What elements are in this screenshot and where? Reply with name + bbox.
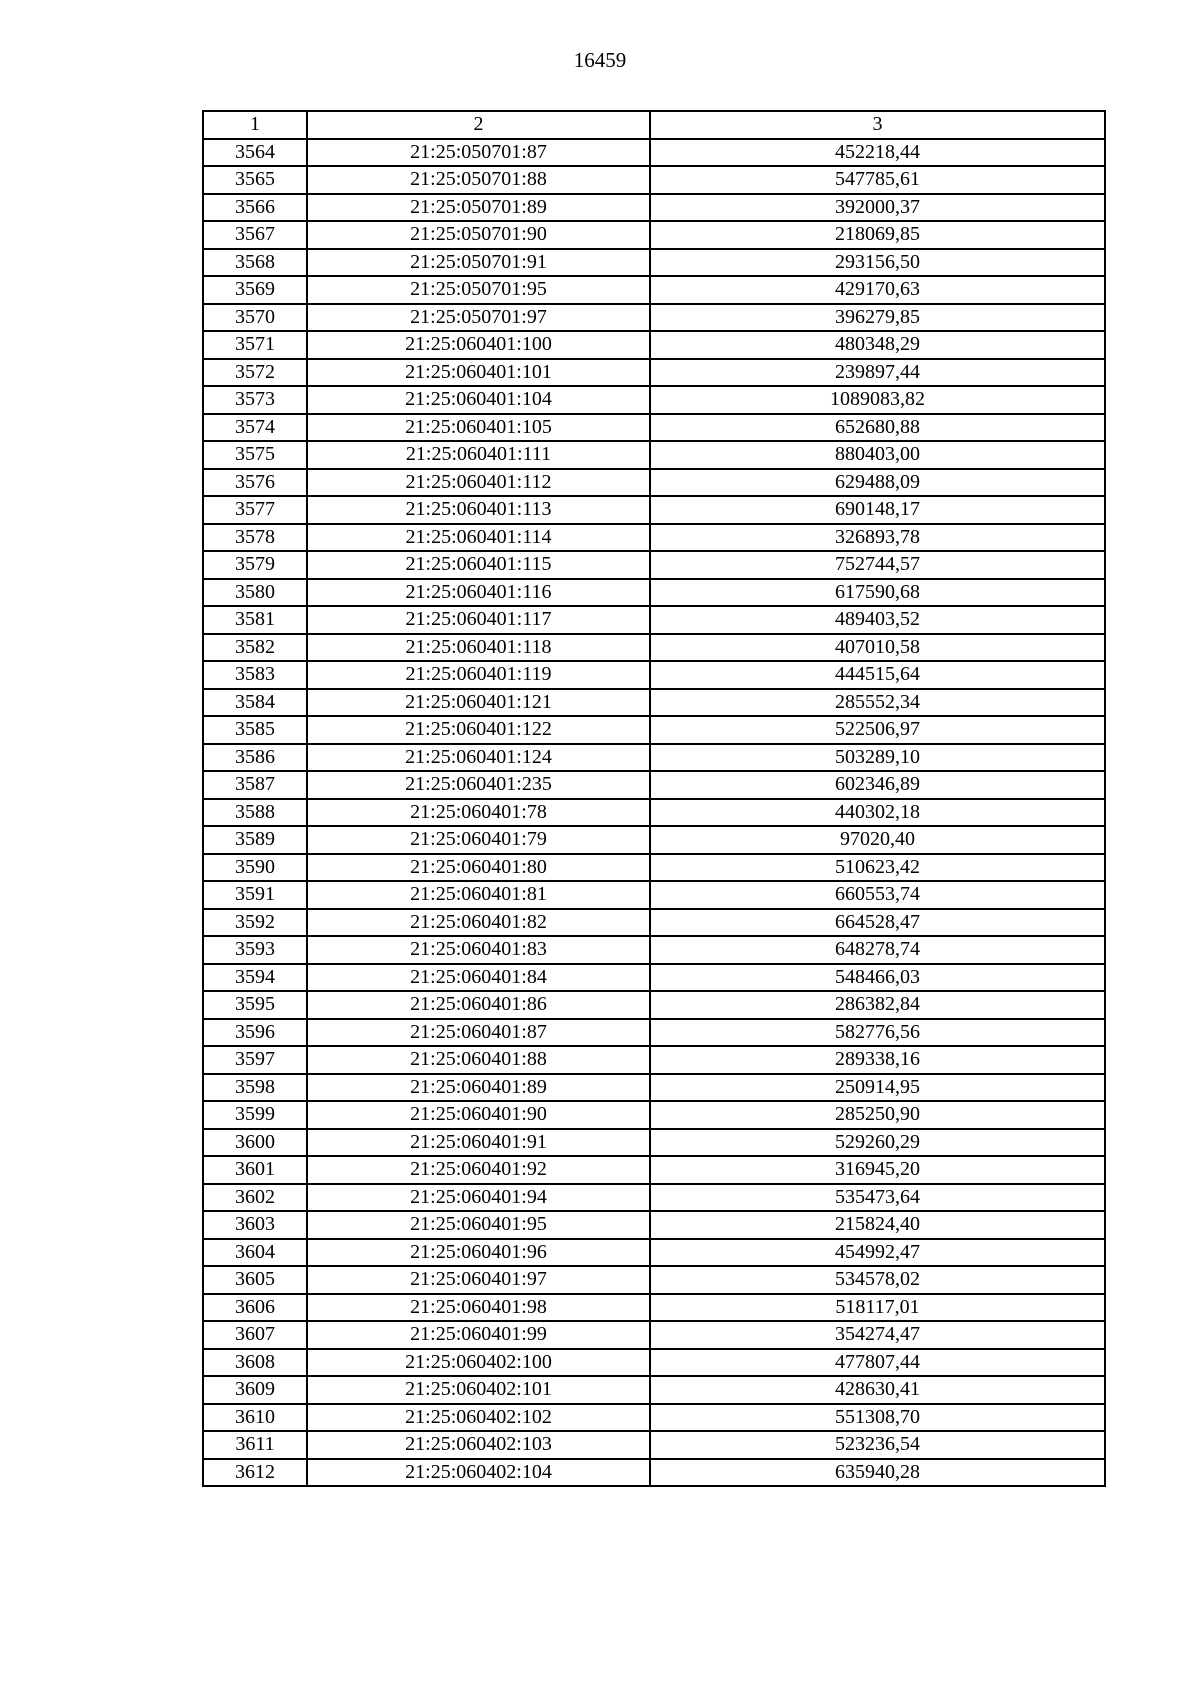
value-cell: 286382,84	[650, 991, 1105, 1019]
table-row	[203, 771, 1105, 799]
value-cell: 518117,01	[650, 1294, 1105, 1322]
cadastral-number-cell: 21:25:060401:100	[307, 331, 650, 359]
table-body	[203, 139, 1105, 1487]
table-row	[203, 1459, 1105, 1487]
table-row	[203, 964, 1105, 992]
value-cell: 354274,47	[650, 1321, 1105, 1349]
row-number-cell: 3570	[203, 304, 307, 332]
cadastral-number-cell: 21:25:060401:87	[307, 1019, 650, 1047]
value-cell: 522506,97	[650, 716, 1105, 744]
cadastral-number-cell: 21:25:060401:89	[307, 1074, 650, 1102]
row-number-cell: 3581	[203, 606, 307, 634]
value-cell: 503289,10	[650, 744, 1105, 772]
row-number-cell: 3584	[203, 689, 307, 717]
value-cell: 316945,20	[650, 1156, 1105, 1184]
value-cell: 285250,90	[650, 1101, 1105, 1129]
table-row	[203, 1129, 1105, 1157]
row-number-cell: 3591	[203, 881, 307, 909]
table-row	[203, 1376, 1105, 1404]
cadastral-number-cell: 21:25:060401:81	[307, 881, 650, 909]
value-cell: 326893,78	[650, 524, 1105, 552]
page-number: 16459	[573, 48, 627, 72]
cadastral-number-cell: 21:25:060401:101	[307, 359, 650, 387]
row-number-cell: 3571	[203, 331, 307, 359]
row-number-cell: 3575	[203, 441, 307, 469]
cadastral-number-cell: 21:25:060401:97	[307, 1266, 650, 1294]
row-number-cell: 3588	[203, 799, 307, 827]
cadastral-number-cell: 21:25:060401:116	[307, 579, 650, 607]
cadastral-number-cell: 21:25:050701:91	[307, 249, 650, 277]
value-cell: 547785,61	[650, 166, 1105, 194]
row-number-cell: 3569	[203, 276, 307, 304]
table-row	[203, 221, 1105, 249]
cadastral-number-cell: 21:25:050701:97	[307, 304, 650, 332]
cadastral-number-cell: 21:25:060401:113	[307, 496, 650, 524]
row-number-cell: 3608	[203, 1349, 307, 1377]
row-number-cell: 3593	[203, 936, 307, 964]
row-number-cell: 3567	[203, 221, 307, 249]
value-cell: 429170,63	[650, 276, 1105, 304]
value-cell: 551308,70	[650, 1404, 1105, 1432]
value-cell: 480348,29	[650, 331, 1105, 359]
column-header-2: 2	[307, 111, 650, 139]
row-number-cell: 3606	[203, 1294, 307, 1322]
value-cell: 510623,42	[650, 854, 1105, 882]
value-cell: 880403,00	[650, 441, 1105, 469]
data-table	[202, 110, 1106, 1487]
value-cell: 648278,74	[650, 936, 1105, 964]
table-row	[203, 1211, 1105, 1239]
row-number-cell: 3602	[203, 1184, 307, 1212]
table-row	[203, 194, 1105, 222]
table-row	[203, 1294, 1105, 1322]
cadastral-number-cell: 21:25:060401:90	[307, 1101, 650, 1129]
row-number-cell: 3596	[203, 1019, 307, 1047]
cadastral-number-cell: 21:25:060402:102	[307, 1404, 650, 1432]
table-row	[203, 744, 1105, 772]
value-cell: 523236,54	[650, 1431, 1105, 1459]
cadastral-number-cell: 21:25:060401:98	[307, 1294, 650, 1322]
cadastral-number-cell: 21:25:060401:115	[307, 551, 650, 579]
cadastral-number-cell: 21:25:060401:235	[307, 771, 650, 799]
table-row	[203, 854, 1105, 882]
cadastral-number-cell: 21:25:060401:79	[307, 826, 650, 854]
table-row	[203, 276, 1105, 304]
cadastral-number-cell: 21:25:060402:103	[307, 1431, 650, 1459]
table-row	[203, 1046, 1105, 1074]
cadastral-number-cell: 21:25:050701:90	[307, 221, 650, 249]
value-cell: 489403,52	[650, 606, 1105, 634]
table-row	[203, 1266, 1105, 1294]
value-cell: 660553,74	[650, 881, 1105, 909]
table-row	[203, 1184, 1105, 1212]
header-row	[203, 111, 1105, 139]
value-cell: 629488,09	[650, 469, 1105, 497]
table-row	[203, 331, 1105, 359]
table-row	[203, 1321, 1105, 1349]
row-number-cell: 3590	[203, 854, 307, 882]
table-row	[203, 799, 1105, 827]
row-number-cell: 3605	[203, 1266, 307, 1294]
cadastral-number-cell: 21:25:060401:92	[307, 1156, 650, 1184]
table-row	[203, 1404, 1105, 1432]
cadastral-number-cell: 21:25:060402:101	[307, 1376, 650, 1404]
row-number-cell: 3609	[203, 1376, 307, 1404]
value-cell: 652680,88	[650, 414, 1105, 442]
cadastral-number-cell: 21:25:060401:104	[307, 386, 650, 414]
row-number-cell: 3607	[203, 1321, 307, 1349]
row-number-cell: 3587	[203, 771, 307, 799]
table-row	[203, 249, 1105, 277]
row-number-cell: 3599	[203, 1101, 307, 1129]
table-row	[203, 634, 1105, 662]
row-number-cell: 3577	[203, 496, 307, 524]
table-row	[203, 1156, 1105, 1184]
row-number-cell: 3578	[203, 524, 307, 552]
table-row	[203, 359, 1105, 387]
cadastral-number-cell: 21:25:060401:118	[307, 634, 650, 662]
cadastral-number-cell: 21:25:060401:111	[307, 441, 650, 469]
value-cell: 534578,02	[650, 1266, 1105, 1294]
value-cell: 293156,50	[650, 249, 1105, 277]
row-number-cell: 3600	[203, 1129, 307, 1157]
value-cell: 392000,37	[650, 194, 1105, 222]
table-row	[203, 716, 1105, 744]
value-cell: 407010,58	[650, 634, 1105, 662]
table-row	[203, 1074, 1105, 1102]
cadastral-number-cell: 21:25:060401:114	[307, 524, 650, 552]
value-cell: 440302,18	[650, 799, 1105, 827]
table-row	[203, 139, 1105, 167]
row-number-cell: 3583	[203, 661, 307, 689]
table-row	[203, 469, 1105, 497]
value-cell: 602346,89	[650, 771, 1105, 799]
row-number-cell: 3580	[203, 579, 307, 607]
table-row	[203, 991, 1105, 1019]
row-number-cell: 3603	[203, 1211, 307, 1239]
row-number-cell: 3573	[203, 386, 307, 414]
table-header	[203, 111, 1105, 139]
table-row	[203, 524, 1105, 552]
row-number-cell: 3576	[203, 469, 307, 497]
table-row	[203, 579, 1105, 607]
value-cell: 239897,44	[650, 359, 1105, 387]
table-row	[203, 386, 1105, 414]
column-header-1: 1	[203, 111, 307, 139]
row-number-cell: 3585	[203, 716, 307, 744]
cadastral-number-cell: 21:25:050701:95	[307, 276, 650, 304]
cadastral-number-cell: 21:25:060401:105	[307, 414, 650, 442]
table-row	[203, 909, 1105, 937]
value-cell: 289338,16	[650, 1046, 1105, 1074]
cadastral-number-cell: 21:25:060401:78	[307, 799, 650, 827]
row-number-cell: 3597	[203, 1046, 307, 1074]
row-number-cell: 3612	[203, 1459, 307, 1487]
value-cell: 617590,68	[650, 579, 1105, 607]
value-cell: 529260,29	[650, 1129, 1105, 1157]
value-cell: 1089083,82	[650, 386, 1105, 414]
value-cell: 250914,95	[650, 1074, 1105, 1102]
table-row	[203, 166, 1105, 194]
table-row	[203, 1349, 1105, 1377]
cadastral-number-cell: 21:25:060402:100	[307, 1349, 650, 1377]
row-number-cell: 3574	[203, 414, 307, 442]
value-cell: 752744,57	[650, 551, 1105, 579]
cadastral-number-cell: 21:25:060401:124	[307, 744, 650, 772]
cadastral-number-cell: 21:25:060401:119	[307, 661, 650, 689]
cadastral-number-cell: 21:25:060401:122	[307, 716, 650, 744]
value-cell: 215824,40	[650, 1211, 1105, 1239]
cadastral-number-cell: 21:25:060401:82	[307, 909, 650, 937]
column-header-3: 3	[650, 111, 1105, 139]
table-row	[203, 936, 1105, 964]
cadastral-number-cell: 21:25:060401:83	[307, 936, 650, 964]
row-number-cell: 3582	[203, 634, 307, 662]
value-cell: 97020,40	[650, 826, 1105, 854]
value-cell: 535473,64	[650, 1184, 1105, 1212]
row-number-cell: 3579	[203, 551, 307, 579]
row-number-cell: 3601	[203, 1156, 307, 1184]
cadastral-number-cell: 21:25:060401:112	[307, 469, 650, 497]
value-cell: 428630,41	[650, 1376, 1105, 1404]
row-number-cell: 3598	[203, 1074, 307, 1102]
table-row	[203, 606, 1105, 634]
value-cell: 452218,44	[650, 139, 1105, 167]
cadastral-number-cell: 21:25:060401:95	[307, 1211, 650, 1239]
table-row	[203, 496, 1105, 524]
cadastral-number-cell: 21:25:060401:117	[307, 606, 650, 634]
row-number-cell: 3611	[203, 1431, 307, 1459]
table-row	[203, 1239, 1105, 1267]
row-number-cell: 3595	[203, 991, 307, 1019]
row-number-cell: 3565	[203, 166, 307, 194]
cadastral-number-cell: 21:25:060401:88	[307, 1046, 650, 1074]
row-number-cell: 3604	[203, 1239, 307, 1267]
value-cell: 218069,85	[650, 221, 1105, 249]
cadastral-number-cell: 21:25:060401:80	[307, 854, 650, 882]
value-cell: 582776,56	[650, 1019, 1105, 1047]
row-number-cell: 3568	[203, 249, 307, 277]
cadastral-number-cell: 21:25:050701:88	[307, 166, 650, 194]
table-row	[203, 441, 1105, 469]
cadastral-number-cell: 21:25:060402:104	[307, 1459, 650, 1487]
row-number-cell: 3610	[203, 1404, 307, 1432]
row-number-cell: 3572	[203, 359, 307, 387]
value-cell: 454992,47	[650, 1239, 1105, 1267]
row-number-cell: 3592	[203, 909, 307, 937]
cadastral-number-cell: 21:25:060401:99	[307, 1321, 650, 1349]
cadastral-number-cell: 21:25:060401:86	[307, 991, 650, 1019]
table-row	[203, 689, 1105, 717]
row-number-cell: 3594	[203, 964, 307, 992]
table-row	[203, 826, 1105, 854]
table-row	[203, 551, 1105, 579]
value-cell: 664528,47	[650, 909, 1105, 937]
row-number-cell: 3586	[203, 744, 307, 772]
value-cell: 444515,64	[650, 661, 1105, 689]
table-row	[203, 1019, 1105, 1047]
cadastral-number-cell: 21:25:050701:87	[307, 139, 650, 167]
cadastral-number-cell: 21:25:060401:121	[307, 689, 650, 717]
table-row	[203, 1101, 1105, 1129]
table-row	[203, 414, 1105, 442]
value-cell: 548466,03	[650, 964, 1105, 992]
row-number-cell: 3566	[203, 194, 307, 222]
value-cell: 690148,17	[650, 496, 1105, 524]
cadastral-number-cell: 21:25:060401:84	[307, 964, 650, 992]
value-cell: 477807,44	[650, 1349, 1105, 1377]
table-row	[203, 661, 1105, 689]
row-number-cell: 3589	[203, 826, 307, 854]
value-cell: 396279,85	[650, 304, 1105, 332]
cadastral-number-cell: 21:25:060401:91	[307, 1129, 650, 1157]
row-number-cell: 3564	[203, 139, 307, 167]
value-cell: 635940,28	[650, 1459, 1105, 1487]
table-row	[203, 1431, 1105, 1459]
cadastral-number-cell: 21:25:060401:96	[307, 1239, 650, 1267]
table-row	[203, 881, 1105, 909]
cadastral-number-cell: 21:25:060401:94	[307, 1184, 650, 1212]
value-cell: 285552,34	[650, 689, 1105, 717]
table-row	[203, 304, 1105, 332]
cadastral-number-cell: 21:25:050701:89	[307, 194, 650, 222]
